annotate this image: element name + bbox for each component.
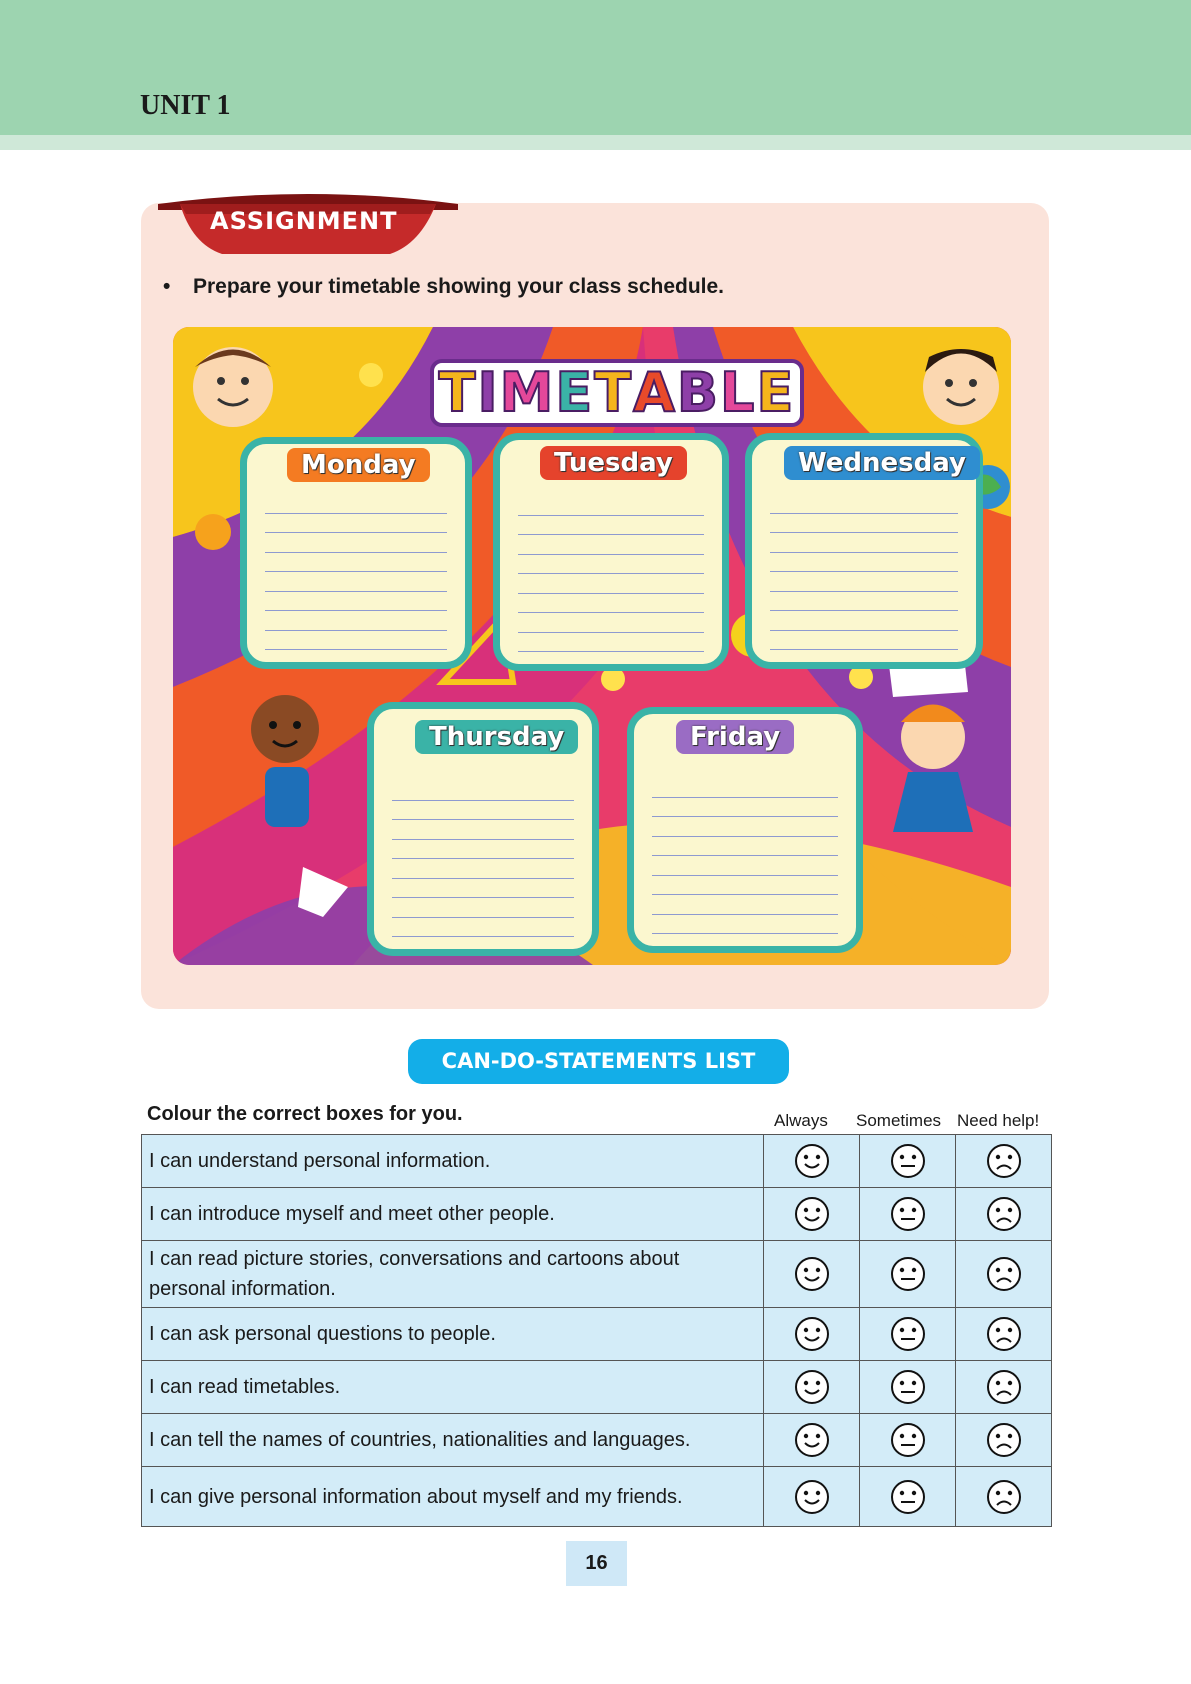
assignment-label: ASSIGNMENT xyxy=(210,207,398,235)
face-box-always[interactable] xyxy=(764,1188,860,1241)
title-letter: L xyxy=(720,361,757,424)
smiley-face-icon xyxy=(794,1322,830,1344)
can-do-table xyxy=(141,1134,1052,1527)
can-do-instruction: Colour the correct boxes for you. xyxy=(147,1103,463,1125)
face-box-sometimes[interactable] xyxy=(860,1241,956,1308)
neutral-face-icon xyxy=(890,1428,926,1450)
unit-title: UNIT 1 xyxy=(140,90,231,121)
neutral-face-icon xyxy=(890,1375,926,1397)
can-do-statement: I can give personal information about myself and my friends. xyxy=(142,1467,764,1527)
table-row xyxy=(142,1361,1052,1414)
table-row xyxy=(142,1467,1052,1527)
title-letter: M xyxy=(499,361,556,424)
face-box-sometimes[interactable] xyxy=(860,1414,956,1467)
face-box-always[interactable] xyxy=(764,1135,860,1188)
assignment-task xyxy=(163,275,724,299)
day-label-monday: Monday xyxy=(287,448,430,482)
sad-face-icon xyxy=(986,1149,1022,1171)
face-box-need-help[interactable] xyxy=(956,1241,1052,1308)
smiley-face-icon xyxy=(794,1485,830,1507)
neutral-face-icon xyxy=(890,1262,926,1284)
can-do-statement: I can ask personal questions to people. xyxy=(142,1308,764,1361)
day-label-tuesday: Tuesday xyxy=(540,446,687,480)
table-row xyxy=(142,1135,1052,1188)
can-do-statement: I can read timetables. xyxy=(142,1361,764,1414)
face-box-need-help[interactable] xyxy=(956,1361,1052,1414)
smiley-face-icon xyxy=(794,1262,830,1284)
table-row xyxy=(142,1241,1052,1308)
day-label-thursday: Thursday xyxy=(415,720,578,754)
timetable-title xyxy=(430,359,804,427)
face-box-need-help[interactable] xyxy=(956,1414,1052,1467)
neutral-face-icon xyxy=(890,1149,926,1171)
smiley-face-icon xyxy=(794,1202,830,1224)
sad-face-icon xyxy=(986,1375,1022,1397)
sad-face-icon xyxy=(986,1428,1022,1450)
can-do-statement: I can tell the names of countries, nationalities and languages. xyxy=(142,1414,764,1467)
face-box-always[interactable] xyxy=(764,1308,860,1361)
sad-face-icon xyxy=(986,1485,1022,1507)
writing-lines xyxy=(265,494,447,650)
can-do-statement: I can understand personal information. xyxy=(142,1135,764,1188)
title-letter: B xyxy=(676,361,721,424)
column-header-always: Always xyxy=(774,1111,828,1130)
title-letter: T xyxy=(594,361,634,424)
can-do-title: CAN-DO-STATEMENTS LIST xyxy=(408,1039,789,1084)
title-letter: E xyxy=(756,361,796,424)
neutral-face-icon xyxy=(890,1485,926,1507)
table-row xyxy=(142,1188,1052,1241)
table-row xyxy=(142,1414,1052,1467)
face-box-sometimes[interactable] xyxy=(860,1308,956,1361)
face-box-need-help[interactable] xyxy=(956,1188,1052,1241)
table-row xyxy=(142,1308,1052,1361)
face-box-sometimes[interactable] xyxy=(860,1467,956,1527)
column-header-sometimes: Sometimes xyxy=(856,1111,942,1130)
can-do-statement: I can read picture stories, conversations and cartoons about personal information. xyxy=(142,1241,764,1308)
face-box-sometimes[interactable] xyxy=(860,1361,956,1414)
face-box-sometimes[interactable] xyxy=(860,1135,956,1188)
sad-face-icon xyxy=(986,1262,1022,1284)
bullet: • xyxy=(163,275,171,298)
neutral-face-icon xyxy=(890,1322,926,1344)
face-box-always[interactable] xyxy=(764,1414,860,1467)
writing-lines xyxy=(392,781,574,937)
smiley-face-icon xyxy=(794,1375,830,1397)
face-box-always[interactable] xyxy=(764,1467,860,1527)
can-do-statement: I can introduce myself and meet other people. xyxy=(142,1188,764,1241)
face-box-sometimes[interactable] xyxy=(860,1188,956,1241)
writing-lines xyxy=(652,778,838,934)
neutral-face-icon xyxy=(890,1202,926,1224)
title-letter: I xyxy=(477,361,500,424)
smiley-face-icon xyxy=(794,1149,830,1171)
title-letter: T xyxy=(438,361,478,424)
column-header-need-help: Need help! xyxy=(957,1111,1040,1130)
face-box-need-help[interactable] xyxy=(956,1308,1052,1361)
face-box-always[interactable] xyxy=(764,1241,860,1308)
title-letter: E xyxy=(555,361,595,424)
title-letter: A xyxy=(633,361,677,424)
day-label-wednesday: Wednesday xyxy=(784,446,980,480)
face-box-need-help[interactable] xyxy=(956,1135,1052,1188)
writing-lines xyxy=(770,494,958,650)
face-box-need-help[interactable] xyxy=(956,1467,1052,1527)
page-number: 16 xyxy=(566,1541,627,1586)
writing-lines xyxy=(518,496,704,652)
sad-face-icon xyxy=(986,1322,1022,1344)
face-box-always[interactable] xyxy=(764,1361,860,1414)
header-strip xyxy=(0,135,1191,150)
day-label-friday: Friday xyxy=(676,720,794,754)
assignment-task-text: Prepare your timetable showing your class schedule. xyxy=(193,275,725,298)
sad-face-icon xyxy=(986,1202,1022,1224)
smiley-face-icon xyxy=(794,1428,830,1450)
